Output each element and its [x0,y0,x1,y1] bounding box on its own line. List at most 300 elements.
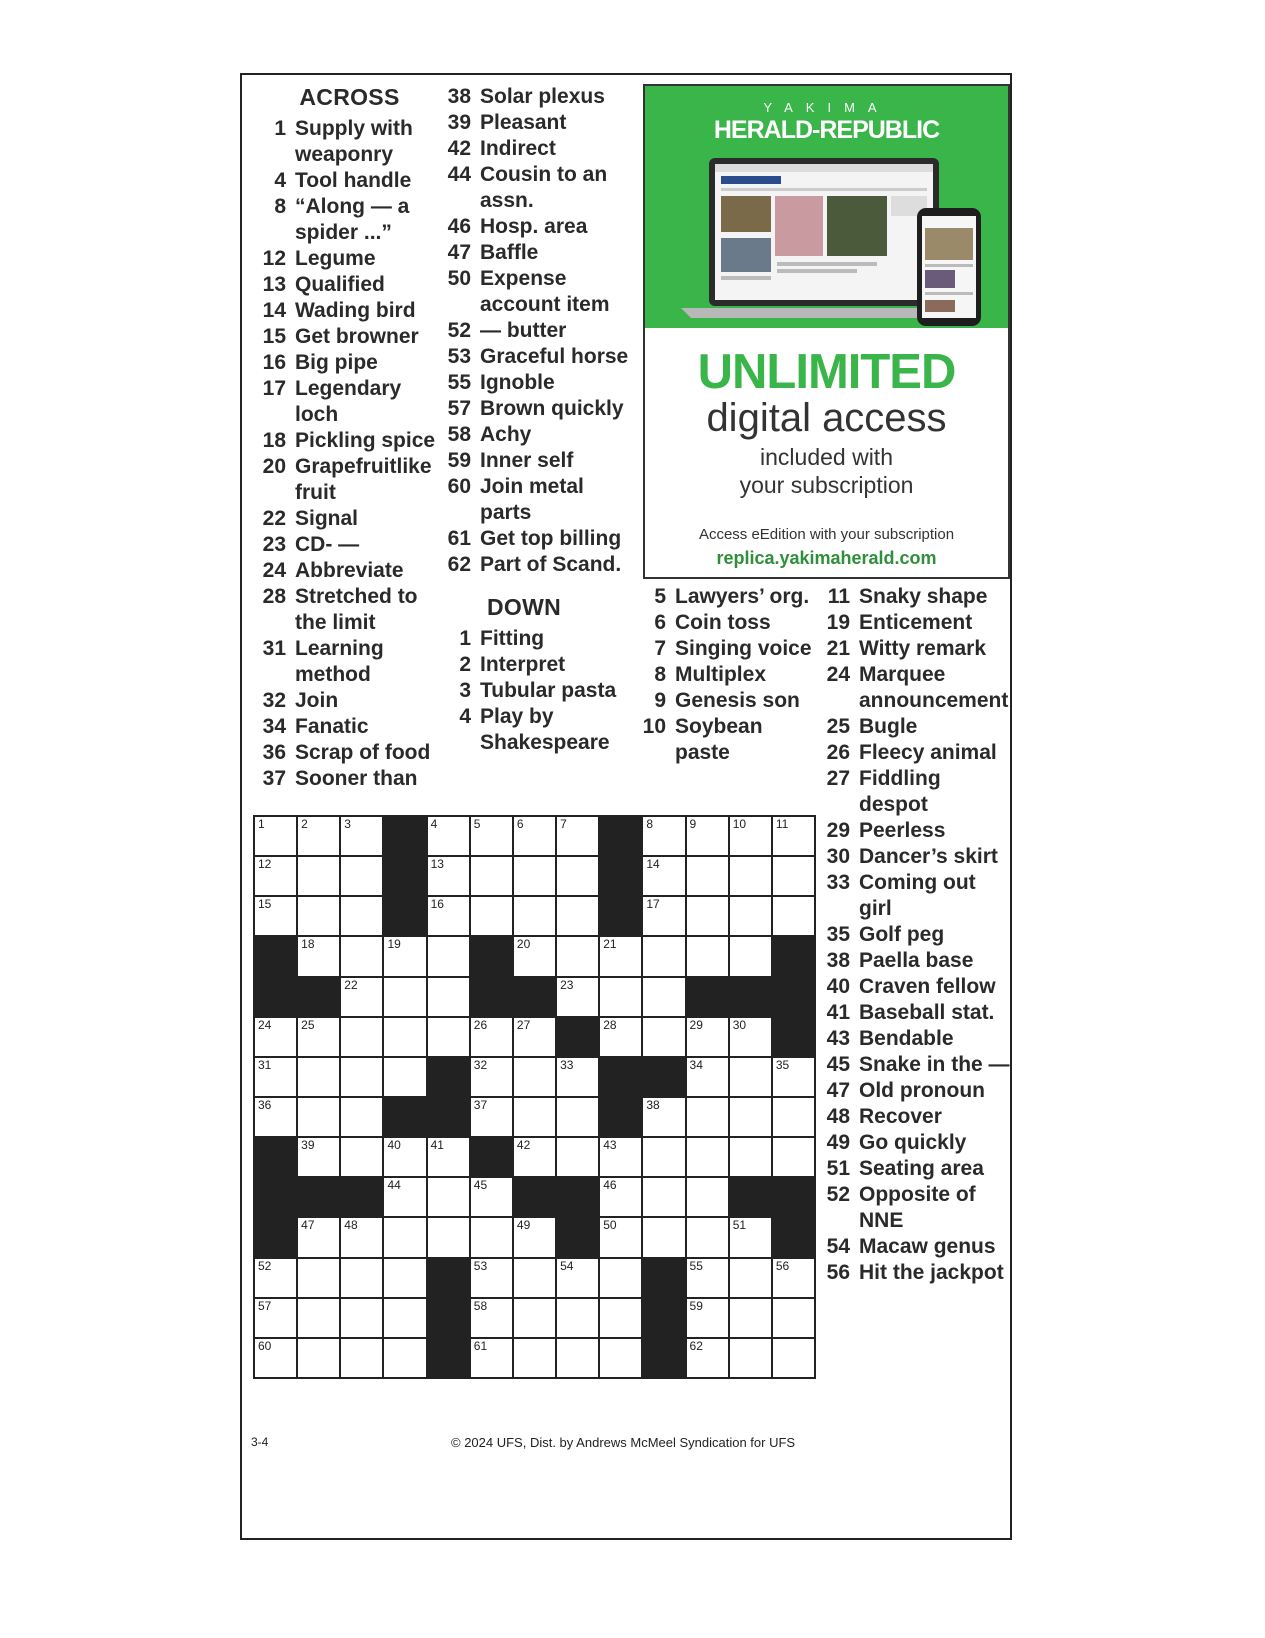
grid-cell[interactable] [514,1218,555,1256]
clue-number: 52 [447,319,471,342]
grid-cell[interactable] [730,1339,771,1377]
grid-cell[interactable] [384,1138,425,1176]
across-clue[interactable] [262,636,437,688]
grid-cell[interactable] [428,978,469,1016]
cell-number: 29 [689,1017,703,1032]
ad-city-name: YAKIMA [763,100,890,115]
grid-cell[interactable] [687,1178,728,1216]
black-square [557,1018,598,1056]
across-clue[interactable] [262,350,437,376]
down-clue[interactable] [447,704,633,756]
grid-cell[interactable] [687,1218,728,1256]
across-clue[interactable] [262,558,437,584]
across-clue[interactable] [447,396,633,422]
grid-cell[interactable] [687,1098,728,1136]
down-clue[interactable] [826,1156,1011,1182]
grid-cell[interactable] [514,1138,555,1176]
grid-cell[interactable] [341,1138,382,1176]
grid-cell[interactable] [341,1218,382,1256]
grid-cell[interactable] [255,1098,296,1136]
subscription-ad[interactable] [643,84,1010,579]
down-clue[interactable] [826,1260,1011,1286]
grid-cell[interactable] [298,857,339,895]
grid-cell[interactable] [514,857,555,895]
down-clue[interactable] [826,844,1011,870]
grid-cell[interactable] [471,1178,512,1216]
grid-cell[interactable] [428,1178,469,1216]
grid-cell[interactable] [687,897,728,935]
grid-cell[interactable] [600,937,641,975]
grid-cell[interactable] [643,978,684,1016]
clue-number: 2 [459,653,471,676]
grid-cell[interactable] [255,1018,296,1056]
down-clue[interactable] [826,1026,1011,1052]
across-clue[interactable] [262,454,437,506]
grid-cell[interactable] [341,1259,382,1297]
across-clue[interactable] [447,110,633,136]
grid-cell[interactable] [471,1098,512,1136]
clue-number: 56 [826,1261,850,1284]
grid-cell[interactable] [557,817,598,855]
black-square [730,978,771,1016]
down-clue[interactable] [826,1104,1011,1130]
grid-cell[interactable] [643,1018,684,1056]
across-clue[interactable] [262,298,437,324]
clue-number: 26 [826,741,850,764]
clue-text: Witty remark [859,637,987,660]
clue-text: Inner self [480,449,574,472]
grid-cell[interactable] [341,937,382,975]
clue-text: — butter [480,319,567,342]
cell-number: 56 [775,1258,790,1273]
cell-number: 8 [646,817,654,831]
cell-number: 26 [473,1017,488,1032]
grid-cell[interactable] [730,857,771,895]
grid-cell[interactable] [514,1058,555,1096]
grid-cell[interactable] [255,1058,296,1096]
across-clue[interactable] [262,506,437,532]
laptop-phone-illustration [667,158,987,368]
down-clue[interactable] [826,610,1011,636]
cell-number: 44 [387,1178,401,1193]
grid-cell[interactable] [557,1138,598,1176]
cell-number: 50 [603,1218,617,1233]
black-square [730,1178,771,1216]
down-clue[interactable] [826,922,1011,948]
clue-text: Marquee announcement [859,663,1009,712]
grid-cell[interactable] [471,1299,512,1337]
ad-newspaper-name: HERALD-REPUBLIC [713,116,940,144]
clue-number: 37 [262,767,286,790]
cell-number: 1 [258,817,265,831]
grid-cell[interactable] [341,1098,382,1136]
grid-cell[interactable] [428,937,469,975]
across-clue[interactable] [447,422,633,448]
grid-cell[interactable] [557,857,598,895]
grid-cell[interactable] [471,1058,512,1096]
clue-text: Fitting [480,627,545,650]
clue-number: 40 [826,975,850,998]
clue-text: Wading bird [295,299,416,322]
down-clue[interactable] [642,714,822,766]
down-clue[interactable] [826,1234,1011,1260]
across-clue[interactable] [262,116,437,168]
clue-text: Lawyers’ org. [675,585,810,608]
grid-cell[interactable] [773,1058,814,1096]
grid-cell[interactable] [643,1098,684,1136]
clue-text: Snake in the — [859,1053,1010,1076]
grid-cell[interactable] [298,1218,339,1256]
grid-cell[interactable] [471,897,512,935]
grid-cell[interactable] [428,817,469,855]
down-clue[interactable] [642,636,822,662]
grid-cell[interactable] [514,1098,555,1136]
clue-text: Get browner [295,325,419,348]
across-clue[interactable] [447,240,633,266]
grid-cell[interactable] [557,1339,598,1377]
grid-cell[interactable] [773,817,814,855]
grid-cell[interactable] [687,1018,728,1056]
grid-cell[interactable] [471,1339,512,1377]
clue-text: Baseball stat. [859,1001,995,1024]
across-clue[interactable] [447,84,633,110]
down-clue[interactable] [642,688,822,714]
cell-number: 5 [473,817,481,831]
grid-cell[interactable] [341,897,382,935]
cell-number: 10 [732,817,747,831]
down-clue[interactable] [826,636,1011,662]
grid-cell[interactable] [600,1218,641,1256]
down-clue[interactable] [826,818,1011,844]
grid-cell[interactable] [600,1018,641,1056]
grid-cell[interactable] [643,1138,684,1176]
grid-cell[interactable] [384,1058,425,1096]
grid-cell[interactable] [687,937,728,975]
clue-number: 17 [262,377,286,400]
grid-cell[interactable] [514,1259,555,1297]
grid-cell[interactable] [298,937,339,975]
grid-cell[interactable] [643,857,684,895]
across-clue[interactable] [447,474,633,526]
clue-text: Opposite of NNE [859,1183,976,1232]
across-clue[interactable] [262,766,437,792]
grid-cell[interactable] [773,897,814,935]
black-square [600,897,641,935]
cell-number: 57 [258,1298,272,1313]
grid-cell[interactable] [514,1299,555,1337]
grid-cell[interactable] [384,1178,425,1216]
across-clue[interactable] [262,272,437,298]
grid-cell[interactable] [471,1018,512,1056]
clue-text: Big pipe [295,351,378,374]
grid-cell[interactable] [384,1259,425,1297]
grid-cell[interactable] [557,1058,598,1096]
down-clue[interactable] [826,584,1011,610]
black-square [557,1218,598,1256]
cell-number: 7 [560,817,567,831]
grid-cell[interactable] [687,1299,728,1337]
cell-number: 17 [646,897,660,912]
clue-number: 6 [654,611,666,634]
across-clue[interactable] [447,448,633,474]
black-square [514,978,555,1016]
clue-text: Snaky shape [859,585,988,608]
grid-cell[interactable] [471,1218,512,1256]
grid-cell[interactable] [514,1018,555,1056]
grid-cell[interactable] [643,937,684,975]
clue-text: “Along — a spider ...” [295,195,410,244]
grid-cell[interactable] [557,1299,598,1337]
grid-cell[interactable] [428,1138,469,1176]
grid-cell[interactable] [514,897,555,935]
grid-cell[interactable] [298,1018,339,1056]
grid-cell[interactable] [600,1259,641,1297]
clue-text: Achy [480,423,532,446]
grid-cell[interactable] [298,817,339,855]
clue-number: 4 [459,705,471,728]
clue-text: Dancer’s skirt [859,845,998,868]
clue-number: 29 [826,819,850,842]
across-clue[interactable] [447,526,633,552]
clue-number: 4 [274,169,286,192]
clue-number: 38 [447,85,471,108]
across-clue[interactable] [262,246,437,272]
down-clue[interactable] [447,678,633,704]
grid-cell[interactable] [687,817,728,855]
grid-cell[interactable] [600,1339,641,1377]
clue-text: Coin toss [675,611,771,634]
across-clue[interactable] [262,168,437,194]
cell-number: 34 [689,1057,703,1072]
grid-cell[interactable] [773,1299,814,1337]
clue-number: 61 [447,527,471,550]
clue-text: Join metal parts [480,475,584,524]
grid-cell[interactable] [428,857,469,895]
grid-cell[interactable] [730,1259,771,1297]
across-clue[interactable] [262,532,437,558]
grid-cell[interactable] [730,817,771,855]
grid-cell[interactable] [730,1018,771,1056]
grid-cell[interactable] [298,1098,339,1136]
grid-cell[interactable] [341,1299,382,1337]
grid-cell[interactable] [298,1058,339,1096]
clue-text: Fanatic [295,715,369,738]
grid-cell[interactable] [255,817,296,855]
down-clue[interactable] [826,1182,1011,1234]
clue-text: Brown quickly [480,397,624,420]
across-clue[interactable] [262,324,437,350]
grid-cell[interactable] [557,978,598,1016]
across-clue[interactable] [262,584,437,636]
down-clue[interactable] [826,974,1011,1000]
clue-text: Enticement [859,611,973,634]
grid-cell[interactable] [687,1138,728,1176]
grid-cell[interactable] [687,1058,728,1096]
down-clue[interactable] [826,714,1011,740]
clue-number: 34 [262,715,286,738]
grid-cell[interactable] [255,857,296,895]
down-clue[interactable] [447,626,633,652]
grid-cell[interactable] [384,937,425,975]
grid-cell[interactable] [341,1058,382,1096]
cell-number: 14 [646,857,660,872]
grid-cell[interactable] [730,897,771,935]
down-clue[interactable] [826,766,1011,818]
grid-cell[interactable] [428,1218,469,1256]
grid-cell[interactable] [687,857,728,895]
cell-number: 49 [516,1218,531,1233]
grid-cell[interactable] [298,1339,339,1377]
grid-cell[interactable] [341,1018,382,1056]
black-square [298,978,339,1016]
grid-cell[interactable] [514,1339,555,1377]
down-clue[interactable] [642,584,822,610]
down-clue[interactable] [826,662,1011,714]
clue-text: Qualified [295,273,385,296]
across-clue[interactable] [447,318,633,344]
grid-cell[interactable] [255,1259,296,1297]
grid-cell[interactable] [255,1339,296,1377]
grid-cell[interactable] [341,817,382,855]
grid-cell[interactable] [298,1138,339,1176]
black-square [471,1138,512,1176]
grid-cell[interactable] [730,937,771,975]
grid-cell[interactable] [557,897,598,935]
grid-cell[interactable] [557,1098,598,1136]
grid-cell[interactable] [557,937,598,975]
clue-number: 32 [262,689,286,712]
clue-text: Learning method [295,637,384,686]
across-clue[interactable] [262,740,437,766]
grid-cell[interactable] [341,1339,382,1377]
clue-text: Get top billing [480,527,622,550]
across-clue[interactable] [262,428,437,454]
grid-cell[interactable] [600,1178,641,1216]
grid-cell[interactable] [384,978,425,1016]
clue-number: 5 [654,585,666,608]
clue-text: Cousin to an assn. [480,163,608,212]
grid-cell[interactable] [471,857,512,895]
across-clue[interactable] [447,214,633,240]
grid-cell[interactable] [384,1218,425,1256]
grid-cell[interactable] [557,1259,598,1297]
grid-cell[interactable] [298,1299,339,1337]
grid-cell[interactable] [600,1299,641,1337]
grid-cell[interactable] [730,1058,771,1096]
grid-cell[interactable] [600,978,641,1016]
across-clue[interactable] [447,162,633,214]
grid-cell[interactable] [255,1299,296,1337]
grid-cell[interactable] [687,1339,728,1377]
across-column-2 [447,84,633,756]
ad-access-note: Access eEdition with your subscription [698,526,955,543]
across-clue[interactable] [447,136,633,162]
grid-cell[interactable] [730,1138,771,1176]
grid-cell[interactable] [514,817,555,855]
grid-cell[interactable] [643,1218,684,1256]
grid-cell[interactable] [773,1138,814,1176]
cell-number: 28 [603,1017,617,1032]
cell-number: 13 [430,857,444,872]
down-clue[interactable] [826,1000,1011,1026]
grid-cell[interactable] [298,897,339,935]
grid-cell[interactable] [298,1259,339,1297]
grid-cell[interactable] [428,1018,469,1056]
down-clue[interactable] [826,870,1011,922]
across-clue[interactable] [447,552,633,578]
down-clue[interactable] [826,948,1011,974]
down-clue[interactable] [826,1078,1011,1104]
clue-text: Solar plexus [480,85,605,108]
grid-cell[interactable] [471,1259,512,1297]
across-clue[interactable] [447,370,633,396]
grid-cell[interactable] [255,897,296,935]
black-square [428,1299,469,1337]
down-clue[interactable] [826,1052,1011,1078]
clue-number: 52 [826,1183,850,1206]
cell-number: 22 [344,977,358,992]
across-clue[interactable] [262,194,437,246]
grid-cell[interactable] [514,937,555,975]
across-clue[interactable] [262,714,437,740]
down-clue[interactable] [642,610,822,636]
clue-number: 3 [459,679,471,702]
grid-cell[interactable] [384,1339,425,1377]
clue-number: 43 [826,1027,850,1050]
cell-number: 52 [258,1258,272,1273]
clue-text: Grapefruitlike fruit [295,455,432,504]
grid-cell[interactable] [428,897,469,935]
grid-cell[interactable] [384,1299,425,1337]
cell-number: 35 [775,1057,790,1072]
down-clue[interactable] [642,662,822,688]
clue-number: 19 [826,611,850,634]
down-clue[interactable] [447,652,633,678]
clue-number: 49 [826,1131,850,1154]
grid-cell[interactable] [687,1259,728,1297]
clue-text: Golf peg [859,923,945,946]
down-clue[interactable] [826,740,1011,766]
ad-url-link[interactable]: replica.yakimaherald.com [716,548,937,568]
grid-cell[interactable] [341,978,382,1016]
across-clue[interactable] [262,376,437,428]
grid-cell[interactable] [600,1138,641,1176]
cell-number: 55 [689,1258,703,1273]
grid-cell[interactable] [643,897,684,935]
grid-cell[interactable] [730,1299,771,1337]
grid-cell[interactable] [730,1098,771,1136]
grid-cell[interactable] [471,817,512,855]
clue-number: 38 [826,949,850,972]
across-clue[interactable] [262,688,437,714]
grid-cell[interactable] [643,1178,684,1216]
down-clue[interactable] [826,1130,1011,1156]
grid-cell[interactable] [773,1339,814,1377]
grid-cell[interactable] [643,817,684,855]
grid-cell[interactable] [730,1218,771,1256]
grid-cell[interactable] [773,857,814,895]
cell-number: 41 [430,1138,444,1153]
cell-number: 39 [301,1138,315,1153]
grid-cell[interactable] [341,857,382,895]
grid-cell[interactable] [773,1098,814,1136]
clue-number: 16 [262,351,286,374]
clue-text: Bugle [859,715,918,738]
across-clue[interactable] [447,266,633,318]
across-clue[interactable] [447,344,633,370]
grid-cell[interactable] [773,1259,814,1297]
grid-cell[interactable] [384,1018,425,1056]
